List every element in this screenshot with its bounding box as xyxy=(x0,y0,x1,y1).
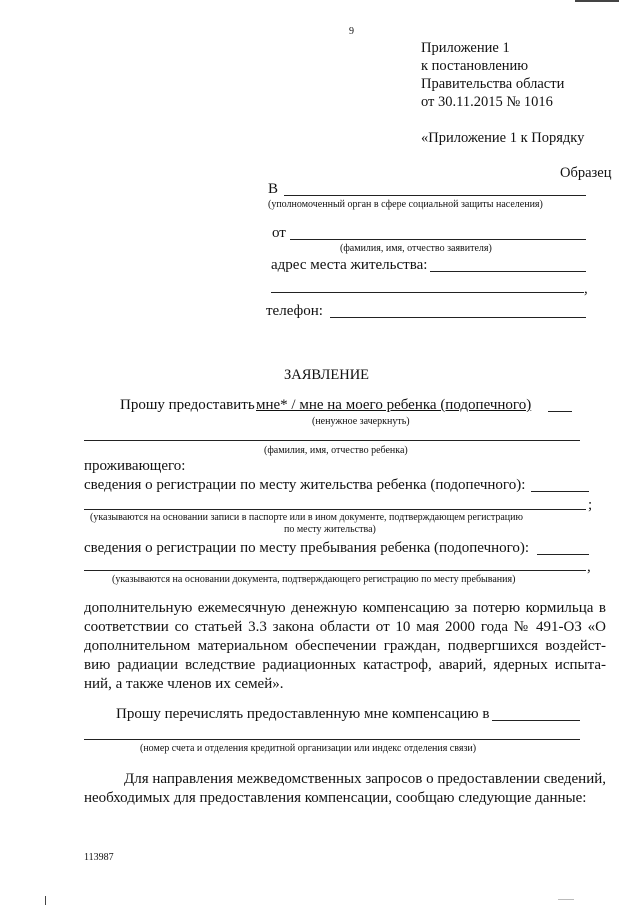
phone-field[interactable] xyxy=(330,317,586,318)
to-caption: (уполномоченный орган в сфере социальной защиты населения) xyxy=(268,199,543,210)
scan-mark-top-right xyxy=(575,0,619,2)
transfer-field-1[interactable] xyxy=(492,720,580,721)
request-caption: (ненужное зачеркнуть) xyxy=(312,416,410,427)
interagency-line-1: Для направления межведомственных запросов о предоставлении сведений, xyxy=(124,771,606,787)
reg-stay-label: сведения о регистрации по месту пребывания ребенка (подопечного): xyxy=(84,540,530,556)
paragraph-line-4: вию радиации вследствие радиационных катастроф, аварий, ядерных испыта- xyxy=(84,657,606,673)
request-options-tail[interactable] xyxy=(548,411,572,412)
residing-label: проживающего: xyxy=(84,458,186,474)
transfer-caption: (номер счета и отделения кредитной организации или индекс отделения связи) xyxy=(140,743,477,754)
page-number: 9 xyxy=(349,26,354,37)
transfer-text: Прошу перечислять предоставленную мне компенсацию в xyxy=(116,706,490,722)
scan-mark-bottom-left xyxy=(45,896,46,905)
sample-label: Образец xyxy=(560,165,612,181)
to-prefix: В xyxy=(268,181,279,197)
child-name-field[interactable] xyxy=(84,440,580,441)
reg-residence-end: ; xyxy=(588,497,593,513)
from-field[interactable] xyxy=(290,239,586,240)
reg-residence-caption-2: по месту жительства) xyxy=(284,524,376,535)
reg-residence-field-2[interactable] xyxy=(84,509,586,510)
appendix-line-2: к постановлению xyxy=(421,58,529,74)
paragraph-line-3: дополнительном материальном обеспечении граждан, подвергшихся воздейст- xyxy=(84,638,606,654)
reg-stay-caption: (указываются на основании документа, подтверждающего регистрацию по месту пребывания) xyxy=(112,574,516,585)
page-title: ЗАЯВЛЕНИЕ xyxy=(284,367,370,383)
reg-residence-caption-1: (указываются на основании записи в паспорте или в ином документе, подтверждающем регистрацию xyxy=(90,512,523,523)
paragraph-line-2: соответствии со статьей 3.3 закона области от 10 мая 2000 года № 491-ОЗ «О xyxy=(84,619,606,635)
reg-stay-field-1[interactable] xyxy=(537,554,589,555)
address-field-2[interactable] xyxy=(271,292,584,293)
appendix-line-3: Правительства области xyxy=(421,76,565,92)
request-prefix: Прошу предоставить xyxy=(120,397,255,413)
address-field-1[interactable] xyxy=(430,271,586,272)
address-label: адрес места жительства: xyxy=(271,257,428,273)
child-caption: (фамилия, имя, отчество ребенка) xyxy=(264,445,408,456)
reg-stay-field-2[interactable] xyxy=(84,570,586,571)
scan-mark-bottom-right xyxy=(558,899,574,900)
footer-code: 113987 xyxy=(84,852,114,863)
address-end-comma: , xyxy=(584,281,588,297)
request-options: мне* / мне на моего ребенка (подопечного) xyxy=(256,397,532,413)
to-field[interactable] xyxy=(284,195,586,196)
interagency-line-2: необходимых для предоставления компенсации, сообщаю следующие данные: xyxy=(84,790,587,806)
paragraph-line-5: ний, а также членов их семей». xyxy=(84,676,284,692)
appendix-line-4: от 30.11.2015 № 1016 xyxy=(421,94,553,110)
appendix-line-5: «Приложение 1 к Порядку xyxy=(421,130,585,146)
from-prefix: от xyxy=(272,225,286,241)
reg-residence-label: сведения о регистрации по месту жительства ребенка (подопечного): xyxy=(84,477,526,493)
paragraph-line-1: дополнительную ежемесячную денежную компенсацию за потерю кормильца в xyxy=(84,600,606,616)
from-caption: (фамилия, имя, отчество заявителя) xyxy=(340,243,492,254)
transfer-field-2[interactable] xyxy=(84,739,580,740)
appendix-line-1: Приложение 1 xyxy=(421,40,510,56)
reg-stay-end: , xyxy=(587,559,591,575)
phone-label: телефон: xyxy=(266,303,323,319)
reg-residence-field-1[interactable] xyxy=(531,491,589,492)
